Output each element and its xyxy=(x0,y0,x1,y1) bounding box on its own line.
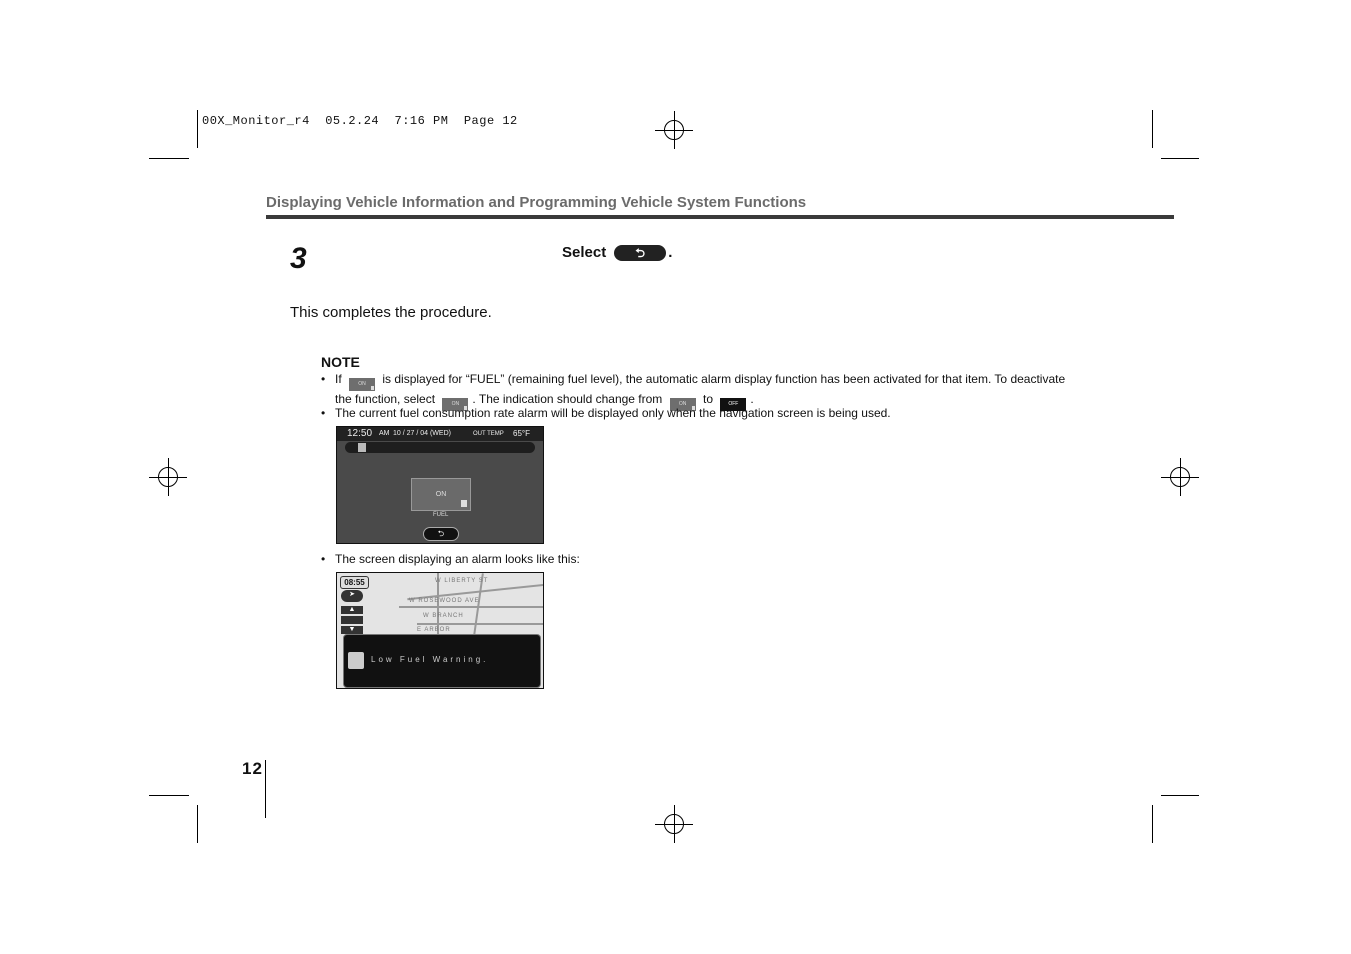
crop-mark xyxy=(1152,805,1153,843)
low-fuel-warning-popup: Low Fuel Warning. xyxy=(343,634,541,688)
section-header: Displaying Vehicle Information and Programming Vehicle System Functions xyxy=(266,194,807,211)
scale-icon xyxy=(341,616,363,624)
fuel-pump-icon xyxy=(461,500,467,507)
crop-mark xyxy=(1161,158,1199,159)
off-chip-icon: OFF xyxy=(720,398,746,411)
on-alarm-chip-icon: ON xyxy=(349,378,375,391)
fuel-pump-icon xyxy=(348,652,364,669)
low-fuel-warning-screenshot: W LIBERTY ST W ROSEWOOD AVE W BRANCH E ARBOR 08:55 ➤ ▲ ▼ Low Fuel Warning. xyxy=(336,572,544,689)
registration-mark-bottom xyxy=(655,805,693,843)
crop-mark xyxy=(1152,110,1153,148)
step-number: 3 xyxy=(290,242,307,275)
crop-mark xyxy=(149,158,189,159)
fuel-label: FUEL xyxy=(433,512,449,518)
page-number-rule xyxy=(265,760,266,818)
completion-text: This completes the procedure. xyxy=(290,304,492,321)
fuel-level-bar xyxy=(345,442,535,453)
bullet: • xyxy=(321,372,326,386)
status-bar: 12:50 AM 10 / 27 / 04 (WED) OUT TEMP 65°F xyxy=(337,427,543,441)
back-button-icon: ⮌ xyxy=(614,245,666,261)
registration-mark-top xyxy=(655,111,693,149)
select-label: Select xyxy=(562,244,607,261)
on-alarm-chip-icon: ON xyxy=(442,398,468,411)
crop-mark xyxy=(197,805,198,843)
crop-mark xyxy=(1161,795,1199,796)
on-alarm-chip-icon: ON xyxy=(670,398,696,411)
zoom-in-icon: ▲ xyxy=(341,606,363,614)
print-slug: 00X_Monitor_r4 05.2.24 7:16 PM Page 12 xyxy=(202,114,518,128)
page-number: 12 xyxy=(242,759,263,778)
fuel-pump-icon xyxy=(358,443,366,452)
step-instruction xyxy=(562,244,672,261)
crop-mark xyxy=(149,795,189,796)
registration-mark-right xyxy=(1161,458,1199,496)
clock: 08:55 xyxy=(340,576,369,589)
step-period: . xyxy=(668,244,673,261)
note-item-2: • The current fuel consumption rate alarm will be displayed only when the navigation screen is being used. xyxy=(321,406,891,420)
back-button-icon: ⮌ xyxy=(423,527,459,541)
crop-mark xyxy=(197,110,198,148)
compass-icon: ➤ xyxy=(341,590,363,602)
header-rule xyxy=(266,215,1174,219)
fuel-alarm-setting-screenshot xyxy=(336,426,544,544)
note-title: NOTE xyxy=(321,354,360,370)
zoom-out-icon: ▼ xyxy=(341,626,363,634)
note-item-1: • If ON is displayed for “FUEL” (remaining fuel level), the automatic alarm display function has been activated for that item. To deactivate the function, select ON . The indication should change from ON to OFF . xyxy=(321,371,1081,411)
fuel-alarm-on-button: ON xyxy=(411,478,471,511)
note-item-3: • The screen displaying an alarm looks like this: xyxy=(321,552,580,566)
registration-mark-left xyxy=(149,458,187,496)
